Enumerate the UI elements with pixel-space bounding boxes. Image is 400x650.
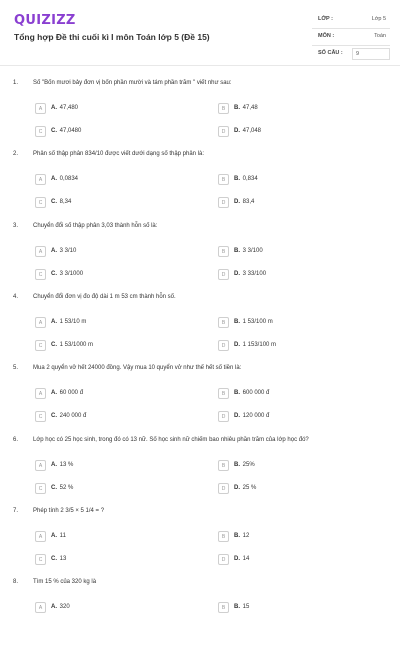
option-letter: D. <box>234 484 240 491</box>
answer-option-d[interactable] <box>218 126 368 138</box>
option-value: 14 <box>242 555 250 562</box>
answer-option-c[interactable] <box>35 269 185 281</box>
option-value: 13 % <box>59 461 74 468</box>
question-text: Số "Bốn mươi bảy đơn vị bốn phần mười và tám phần trăm " viết như sau: <box>33 80 232 86</box>
question-text: Phép tính 2 3/5 × 5 1/4 = ? <box>33 507 105 514</box>
meta-panel <box>312 12 390 63</box>
option-text <box>51 533 66 539</box>
option-letter: D. <box>234 341 240 348</box>
answer-option-b[interactable] <box>218 602 368 614</box>
option-text <box>234 485 256 491</box>
option-letter-box: A <box>35 317 46 328</box>
option-text <box>234 604 249 610</box>
option-letter-box: B <box>218 602 229 613</box>
option-value: 47,0480 <box>59 128 82 134</box>
question-5 <box>0 365 400 436</box>
answer-option-b[interactable] <box>218 460 368 472</box>
question-text: Chuyển đổi số thập phân 3,03 thành hỗn số là: <box>33 222 158 229</box>
option-letter-box: B <box>218 531 229 542</box>
option-letter: B. <box>234 461 240 468</box>
question-number: 4. <box>13 293 19 300</box>
question-number: 6. <box>13 436 19 443</box>
answer-option-b[interactable] <box>218 103 368 115</box>
option-value: 47,048 <box>242 128 262 134</box>
option-value: 0,834 <box>242 176 258 183</box>
question-text: Mua 2 quyển vở hết 24000 đồng. Vậy mua 10 quyển vở như thế hết số tiền là: <box>33 365 242 372</box>
answer-option-a[interactable] <box>35 174 185 186</box>
option-letter-box: C <box>35 554 46 565</box>
answer-option-a[interactable] <box>35 602 185 614</box>
meta-subject-label: MÔN : <box>318 33 335 39</box>
logo: QUIZIZZ <box>14 13 76 28</box>
option-letter-box: C <box>35 269 46 280</box>
option-letter: A. <box>51 318 57 325</box>
option-text <box>51 105 78 111</box>
option-value: 3 3/1000 <box>59 270 84 277</box>
option-text <box>234 342 276 348</box>
answer-option-c[interactable] <box>35 340 185 352</box>
answer-option-a[interactable] <box>35 531 185 543</box>
option-letter: D. <box>234 128 240 134</box>
option-value: 12 <box>242 532 250 539</box>
option-letter-box: B <box>218 317 229 328</box>
meta-class-value: Lớp 5 <box>371 16 386 22</box>
option-letter-box: D <box>218 340 229 351</box>
option-value: 1 53/10 m <box>59 318 87 325</box>
option-letter: A. <box>51 532 57 539</box>
answer-option-d[interactable] <box>218 411 368 423</box>
option-text <box>234 556 249 562</box>
question-number: 1. <box>13 80 19 86</box>
option-value: 1 53/1000 m <box>59 341 94 348</box>
option-text <box>51 128 81 134</box>
option-text <box>234 390 269 396</box>
answer-option-b[interactable] <box>218 174 368 186</box>
option-letter-box: B <box>218 174 229 185</box>
option-letter: A. <box>51 604 57 611</box>
answer-option-d[interactable] <box>218 340 368 352</box>
option-letter-box: C <box>35 197 46 208</box>
option-letter: C. <box>51 341 57 348</box>
option-text <box>234 176 258 182</box>
option-text <box>51 390 83 396</box>
option-text <box>234 105 258 111</box>
option-letter: D. <box>234 555 240 562</box>
option-letter-box: A <box>35 602 46 613</box>
option-text <box>234 199 254 205</box>
question-4 <box>0 294 400 365</box>
option-letter-box: A <box>35 531 46 542</box>
option-text <box>51 485 73 491</box>
question-number: 8. <box>13 579 19 586</box>
option-letter-box: A <box>35 246 46 257</box>
option-text <box>234 319 273 325</box>
option-text <box>51 319 86 325</box>
option-letter-box: D <box>218 554 229 565</box>
meta-subject-value: Toán <box>374 33 386 39</box>
option-text <box>234 271 266 277</box>
option-letter-box: A <box>35 388 46 399</box>
option-letter: A. <box>51 176 57 183</box>
question-text: Tìm 15 % của 320 kg là <box>33 579 97 586</box>
option-value: 3 33/100 <box>242 270 267 277</box>
option-value: 52 % <box>59 484 74 491</box>
option-letter-box: D <box>218 483 229 494</box>
option-value: 600 000 đ <box>242 390 270 397</box>
option-letter-box: D <box>218 411 229 422</box>
question-text: Phân số thập phân 834/10 được viết dưới dạng số thập phân là: <box>33 151 205 158</box>
option-letter-box: A <box>35 174 46 185</box>
option-text <box>51 176 78 182</box>
option-letter-box: C <box>35 483 46 494</box>
option-letter: C. <box>51 484 57 491</box>
answer-option-a[interactable] <box>35 460 185 472</box>
option-letter: A. <box>51 247 57 254</box>
option-text <box>234 248 263 254</box>
option-letter: C. <box>51 199 57 206</box>
question-number: 2. <box>13 151 19 158</box>
option-letter-box: D <box>218 126 229 137</box>
option-text <box>51 271 83 277</box>
option-value: 8,34 <box>59 199 72 206</box>
option-letter-box: A <box>35 460 46 471</box>
answer-option-c[interactable] <box>35 126 185 138</box>
answer-option-b[interactable] <box>218 531 368 543</box>
option-letter: C. <box>51 270 57 277</box>
option-letter-box: C <box>35 126 46 137</box>
question-3 <box>0 223 400 294</box>
question-6 <box>0 437 400 508</box>
option-value: 47,480 <box>59 105 79 111</box>
question-7 <box>0 508 400 579</box>
header-divider <box>0 65 400 66</box>
option-value: 11 <box>59 532 66 539</box>
option-value: 25% <box>242 461 255 468</box>
option-letter: D. <box>234 270 240 277</box>
option-letter: B. <box>234 532 240 539</box>
question-8 <box>0 579 400 650</box>
option-letter: B. <box>234 176 240 183</box>
question-1 <box>0 80 400 151</box>
option-text <box>51 199 71 205</box>
option-letter-box: B <box>218 460 229 471</box>
option-letter-box: B <box>218 246 229 257</box>
option-letter: B. <box>234 318 240 325</box>
option-text <box>234 128 261 134</box>
option-letter: C. <box>51 555 57 562</box>
option-letter-box: D <box>218 197 229 208</box>
option-letter-box: C <box>35 411 46 422</box>
option-value: 60 000 đ <box>59 390 84 397</box>
question-text: Lớp học có 25 học sinh, trong đó có 13 nữ. Số học sinh nữ chiếm bao nhiêu phần trăm của lớp học đó? <box>33 436 309 443</box>
option-letter: B. <box>234 604 240 611</box>
option-value: 320 <box>59 604 70 611</box>
answer-option-a[interactable] <box>35 103 185 115</box>
answer-option-a[interactable] <box>35 246 185 258</box>
meta-count-row <box>312 46 390 63</box>
meta-count-label: SỐ CÂU : <box>318 50 343 56</box>
answer-option-d[interactable] <box>218 197 368 209</box>
option-letter: C. <box>51 128 57 134</box>
option-text <box>234 462 255 468</box>
option-letter-box: A <box>35 103 46 114</box>
answer-option-b[interactable] <box>218 317 368 329</box>
answer-option-d[interactable] <box>218 554 368 566</box>
option-value: 3 3/100 <box>242 247 263 254</box>
option-letter-box: B <box>218 388 229 399</box>
meta-class-row <box>312 12 390 29</box>
answer-option-a[interactable] <box>35 388 185 400</box>
answer-option-c[interactable] <box>35 554 185 566</box>
option-letter: A. <box>51 105 57 111</box>
option-value: 0,0834 <box>59 176 79 183</box>
option-letter: D. <box>234 199 240 206</box>
option-value: 47,48 <box>242 105 258 111</box>
option-text <box>51 556 66 562</box>
option-letter: A. <box>51 461 57 468</box>
option-value: 1 153/100 m <box>242 341 277 348</box>
option-letter: A. <box>51 390 57 397</box>
answer-option-c[interactable] <box>35 197 185 209</box>
question-number: 5. <box>13 365 19 372</box>
answer-option-c[interactable] <box>35 483 185 495</box>
option-value: 83,4 <box>242 199 255 206</box>
answer-option-a[interactable] <box>35 317 185 329</box>
option-letter-box: D <box>218 269 229 280</box>
option-text <box>234 413 269 419</box>
answer-option-b[interactable] <box>218 388 368 400</box>
meta-class-label: LỚP : <box>318 16 333 22</box>
option-letter-box: C <box>35 340 46 351</box>
option-text <box>51 462 73 468</box>
option-letter: C. <box>51 413 57 420</box>
option-text <box>51 342 93 348</box>
option-letter: D. <box>234 413 240 420</box>
question-number: 3. <box>13 222 19 229</box>
option-letter: B. <box>234 247 240 254</box>
answer-option-d[interactable] <box>218 269 368 281</box>
option-letter: B. <box>234 105 240 111</box>
option-value: 13 <box>59 555 67 562</box>
option-text <box>51 413 86 419</box>
meta-subject-row <box>312 29 390 46</box>
answer-option-b[interactable] <box>218 246 368 258</box>
option-value: 25 % <box>242 484 257 491</box>
option-value: 120 000 đ <box>242 413 270 420</box>
question-text: Chuyển đổi đơn vị đo độ dài 1 m 53 cm thành hỗn số. <box>33 293 176 300</box>
option-value: 240 000 đ <box>59 413 87 420</box>
answer-option-d[interactable] <box>218 483 368 495</box>
option-text <box>51 248 76 254</box>
question-2 <box>0 151 400 222</box>
document-title: Tổng hợp Đề thi cuối kì I môn Toán lớp 5 (Đề 15) <box>14 32 210 42</box>
answer-option-c[interactable] <box>35 411 185 423</box>
option-text <box>234 533 249 539</box>
option-letter: B. <box>234 390 240 397</box>
option-value: 15 <box>242 604 250 611</box>
meta-count-value: 9 <box>352 48 390 60</box>
option-value: 3 3/10 <box>59 247 77 254</box>
question-number: 7. <box>13 507 19 514</box>
option-letter-box: B <box>218 103 229 114</box>
option-value: 1 53/100 m <box>242 318 273 325</box>
option-text <box>51 604 70 610</box>
